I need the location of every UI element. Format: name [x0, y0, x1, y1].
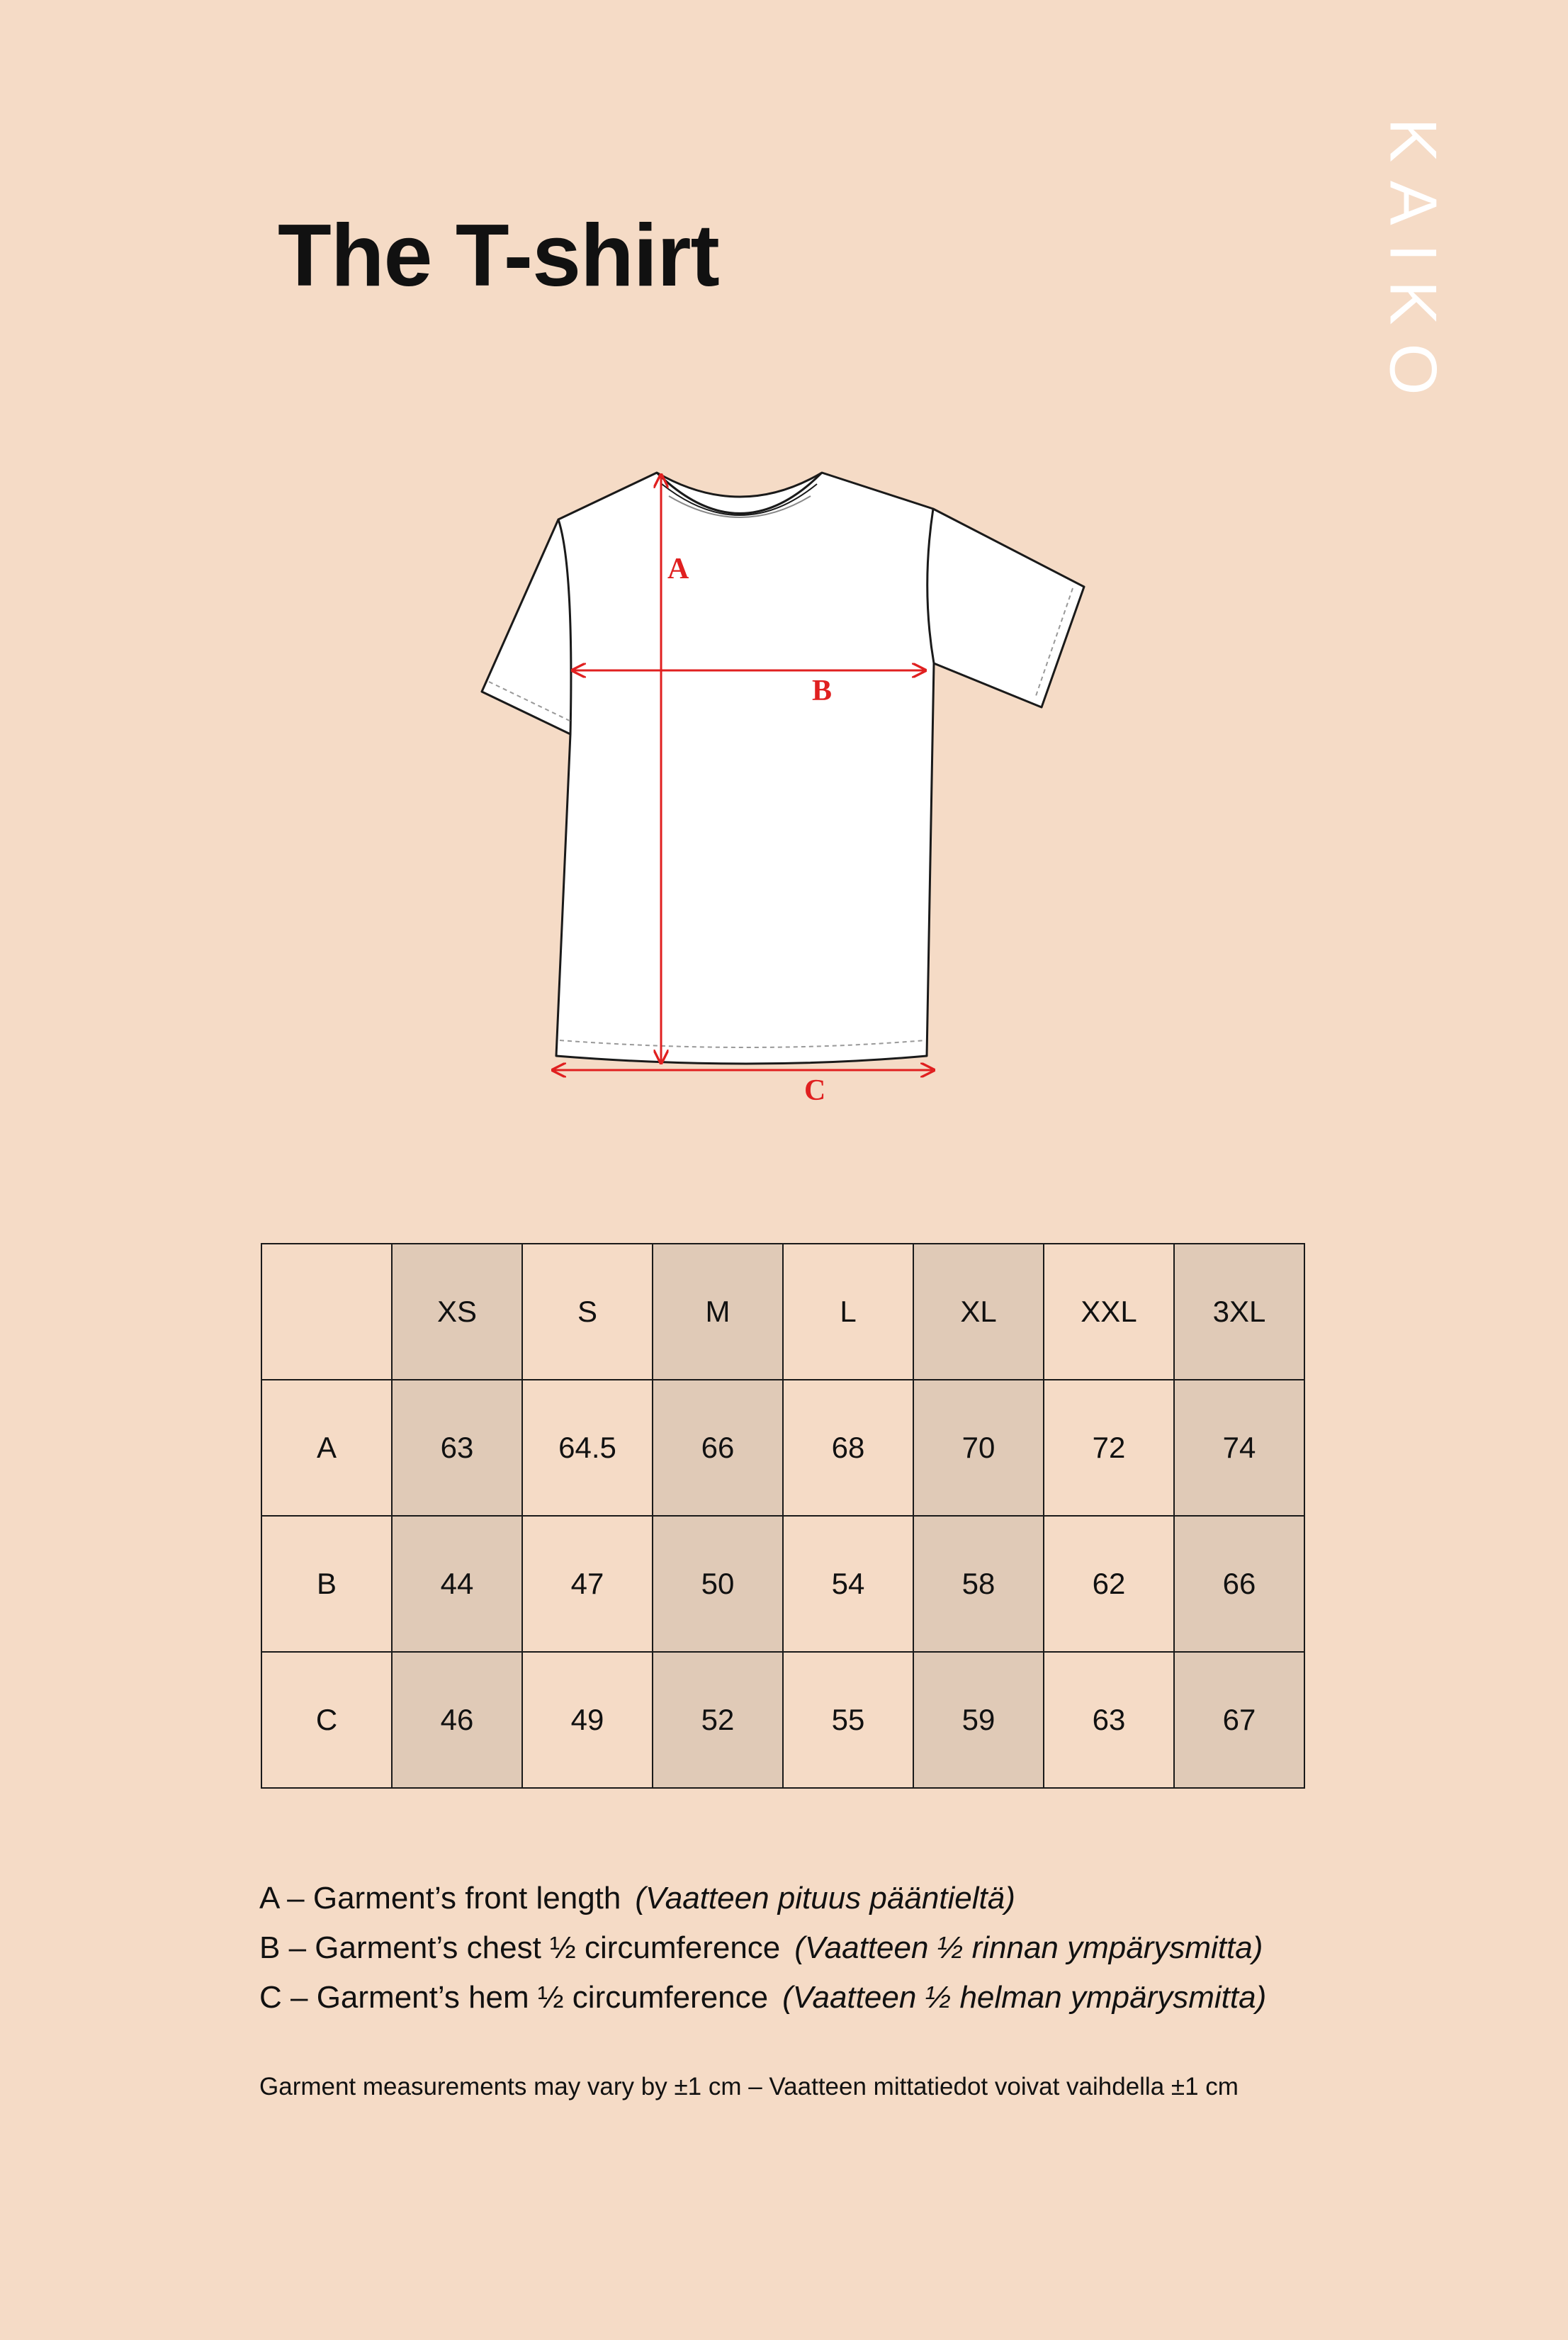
- measure-a-label: A: [667, 553, 689, 585]
- page-title: The T-shirt: [278, 207, 719, 305]
- table-cell: 72: [1044, 1380, 1174, 1516]
- row-label: A: [261, 1380, 392, 1516]
- table-cell: 63: [392, 1380, 522, 1516]
- measure-b-label: B: [812, 675, 833, 707]
- table-cell: 64.5: [522, 1380, 653, 1516]
- brand-text: KAIKO: [1377, 118, 1452, 414]
- table-cell: 68: [783, 1380, 913, 1516]
- legend-text-fi: (Vaatteen ½ rinnan ympärysmitta): [794, 1930, 1263, 1965]
- measure-c-label: C: [804, 1074, 826, 1107]
- size-chart-table: [261, 1243, 1305, 1789]
- header-cell-m: M: [653, 1244, 783, 1380]
- table-cell: 52: [653, 1652, 783, 1788]
- table-cell: 62: [1044, 1516, 1174, 1652]
- table-cell: 50: [653, 1516, 783, 1652]
- table-cell: 74: [1174, 1380, 1304, 1516]
- legend-text-en: C – Garment’s hem ½ circumference: [259, 1980, 769, 2015]
- table-cell: 70: [913, 1380, 1044, 1516]
- table-cell: 66: [1174, 1516, 1304, 1652]
- size-header-row: [261, 1244, 1304, 1380]
- measurement-legend: [259, 1874, 1266, 2023]
- table-cell: 47: [522, 1516, 653, 1652]
- legend-text-en: B – Garment’s chest ½ circumference: [259, 1930, 781, 1965]
- legend-item-b: [259, 1923, 1266, 1973]
- brand-logo: [1377, 118, 1452, 414]
- legend-text-fi: (Vaatteen pituus pääntieltä): [635, 1881, 1015, 1916]
- table-cell: 54: [783, 1516, 913, 1652]
- legend-item-c: [259, 1973, 1266, 2023]
- header-cell-s: S: [522, 1244, 653, 1380]
- table-cell: 63: [1044, 1652, 1174, 1788]
- tshirt-diagram: [453, 454, 1105, 1120]
- table-cell: 58: [913, 1516, 1044, 1652]
- table-cell: 59: [913, 1652, 1044, 1788]
- measurement-note: Garment measurements may vary by ±1 cm – Vaatteen mittatiedot voivat vaihdella ±1 cm: [259, 2073, 1239, 2100]
- table-row-a: [261, 1380, 1304, 1516]
- table-row-b: [261, 1516, 1304, 1652]
- legend-text-en: A – Garment’s front length: [259, 1881, 621, 1916]
- table-cell: 44: [392, 1516, 522, 1652]
- legend-item-a: [259, 1874, 1266, 1923]
- table-cell: 46: [392, 1652, 522, 1788]
- header-cell-xs: XS: [392, 1244, 522, 1380]
- table-cell: 55: [783, 1652, 913, 1788]
- table-row-c: [261, 1652, 1304, 1788]
- header-cell-l: L: [783, 1244, 913, 1380]
- header-cell-empty: [261, 1244, 392, 1380]
- row-label: C: [261, 1652, 392, 1788]
- table-cell: 66: [653, 1380, 783, 1516]
- header-cell-xl: XL: [913, 1244, 1044, 1380]
- table-cell: 67: [1174, 1652, 1304, 1788]
- table-cell: 49: [522, 1652, 653, 1788]
- tshirt-shape: [482, 473, 1084, 1064]
- legend-text-fi: (Vaatteen ½ helman ympärysmitta): [782, 1980, 1267, 2015]
- row-label: B: [261, 1516, 392, 1652]
- header-cell-3xl: 3XL: [1174, 1244, 1304, 1380]
- header-cell-xxl: XXL: [1044, 1244, 1174, 1380]
